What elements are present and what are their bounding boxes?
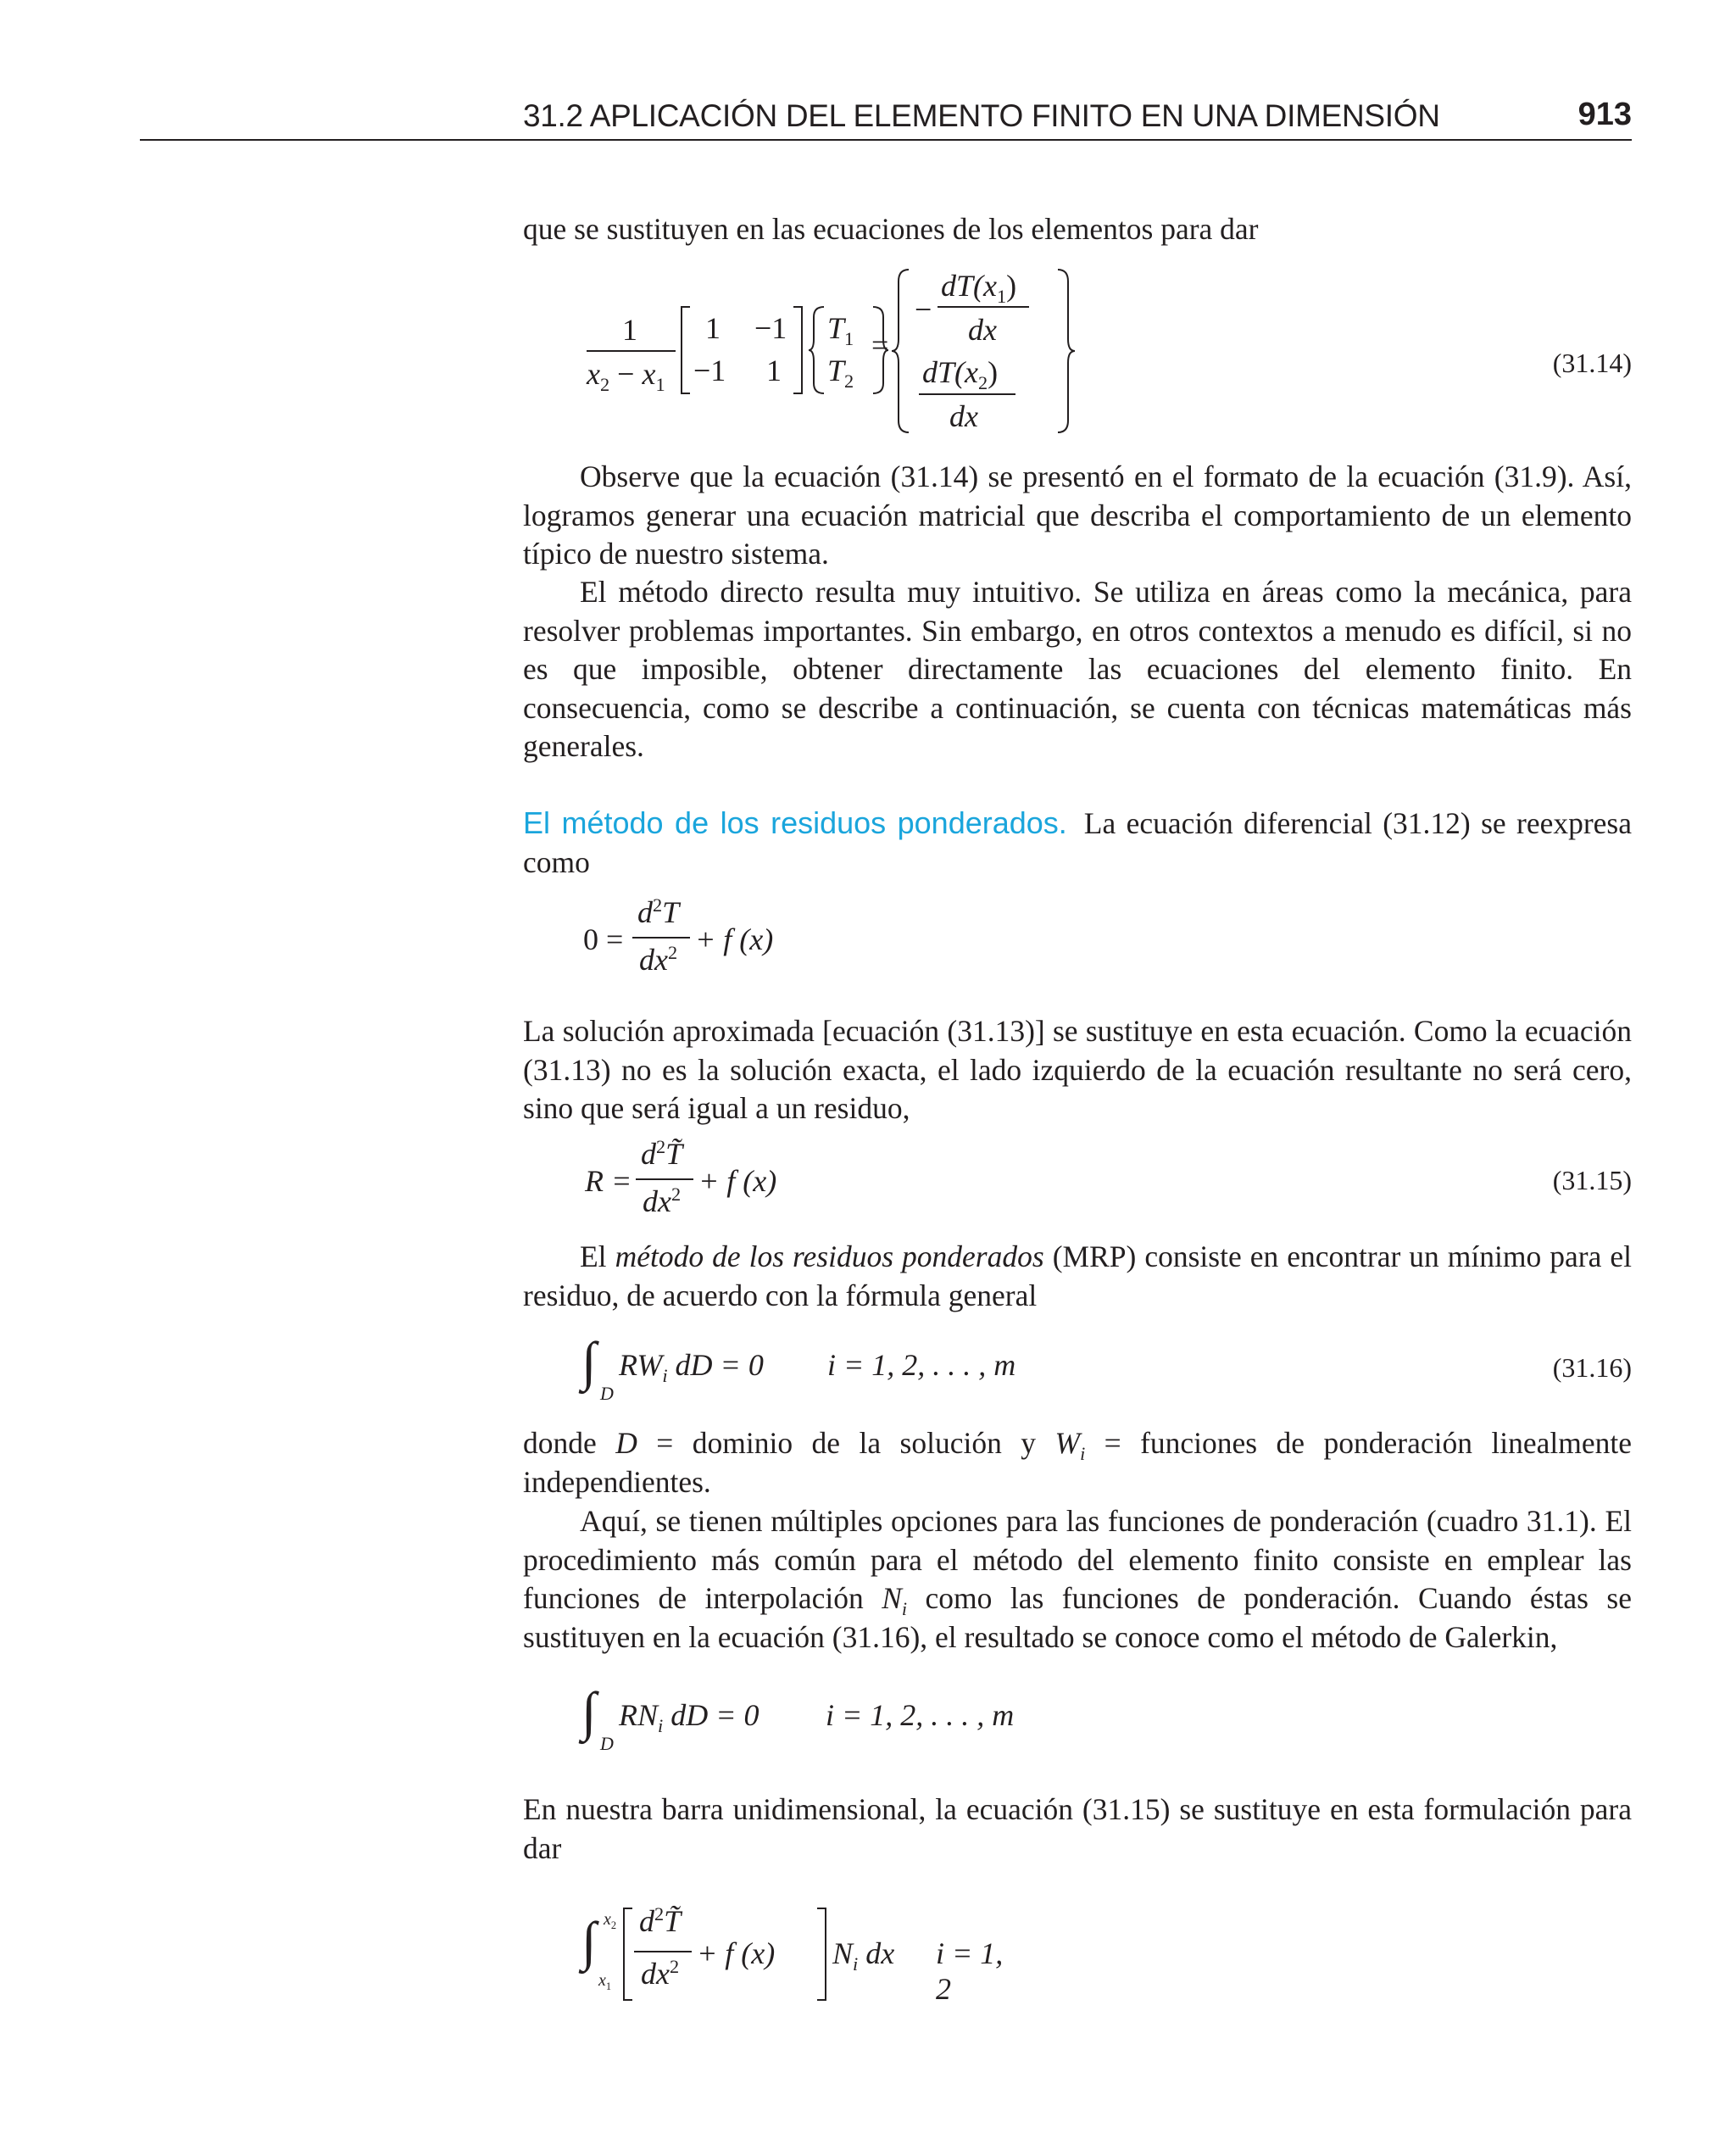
eq6-weight: $N_i$ dx [832, 1936, 895, 1975]
paragraph-definitions: donde D = dominio de la solución y $W_i$ = funciones de ponderación linealmente independientes. [523, 1426, 1632, 1499]
paragraph-intro: que se sustituyen en las ecuaciones de los elementos para dar [523, 212, 1259, 246]
equation-galerkin [581, 1681, 1022, 1770]
page-number: 913 [1577, 97, 1632, 132]
eq4-index-range: i = 1, 2, . . . , m [827, 1348, 1016, 1382]
integral-sign: ∫ [581, 1911, 597, 1971]
eq6-plus-f: + f (x) [697, 1936, 776, 1970]
eq3-numerator: $d^2T̃$ [641, 1136, 683, 1171]
eq1-rhs2-bar [919, 393, 1015, 395]
eq6-denominator: $dx^2$ [641, 1956, 680, 1991]
eq6-index-range: i = 1, 2 [936, 1936, 1004, 2006]
paragraph-reexpress: La ecuación diferencial (31.12) se reexpresa como [523, 806, 1632, 879]
paragraph-mrp: El método de los residuos ponderados (MRP) consiste en encontrar un mínimo para el residuo, de acuerdo con la fórmula general [523, 1239, 1632, 1312]
paragraph-observe: Observe que la ecuación (31.14) se presentó en el formato de la ecuación (31.9). Así, logramos generar una ecuación matricial que describa el comportamiento de un elemento típico de nuestro sistema. [523, 460, 1632, 571]
integral-sign: ∫ [581, 1681, 597, 1741]
eq6-fraction-bar [634, 1951, 692, 1952]
eq5-integrand: $RN_i$ dD = 0 [619, 1698, 760, 1737]
eq2-numerator: $d^2T$ [637, 894, 680, 929]
vector-T1: $T_1$ [827, 311, 854, 350]
equation-number-31-15: (31.15) [1552, 1165, 1632, 1195]
equation-31-15 [585, 1136, 839, 1238]
matrix-cell-22: 1 [766, 354, 782, 387]
eq6-upper-limit: $x_2$ [604, 1910, 617, 1931]
eq3-denominator: $dx^2$ [643, 1184, 682, 1218]
matrix-cell-21: −1 [693, 354, 726, 387]
eq1-rhs2-numerator: $dT(x_2)$ [922, 355, 999, 394]
eq1-fraction-bar [587, 350, 676, 352]
eq3-lhs: R = [585, 1164, 632, 1198]
eq2-fraction-bar [632, 937, 690, 939]
matrix-cell-12: −1 [754, 311, 787, 345]
eq2-lhs: 0 = [583, 922, 624, 956]
integral-sign: ∫ [581, 1331, 597, 1391]
eq3-plus-f: + f (x) [698, 1164, 777, 1198]
paragraph-galerkin: Aquí, se tienen múltiples opciones para las funciones de ponderación (cuadro 31.1). El procedimiento más común para el método del elemento finito consiste en emplear las funciones de interpolación $N_i$ como las funciones de ponderación. Cuando éstas se sustituyen en la ecuación (31.16), el resultado se conoce como el método de Galerkin, [523, 1504, 1632, 1654]
matrix-cell-11: 1 [705, 311, 721, 345]
eq5-index-range: i = 1, 2, . . . , m [826, 1698, 1015, 1732]
eq1-rhs1-numerator: $dT(x_1)$ [941, 269, 1017, 308]
eq2-plus-f: + f (x) [695, 922, 774, 956]
eq1-rhs1-denominator: dx [968, 313, 997, 347]
equation-differential [583, 894, 837, 996]
header-title: 31.2 APLICACIÓN DEL ELEMENTO FINITO EN UNA DIMENSIÓN [523, 98, 1440, 133]
eq1-rhs2-denominator: dx [949, 399, 978, 433]
equation-31-16 [581, 1331, 1022, 1420]
eq5-domain: D [600, 1733, 614, 1754]
paragraph-bar: En nuestra barra unidimensional, la ecuación (31.15) se sustituye en esta formulación para dar [523, 1792, 1632, 1865]
eq4-integrand: $RW_i$ dD = 0 [619, 1348, 764, 1387]
eq2-denominator: $dx^2$ [639, 942, 678, 977]
eq3-fraction-bar [636, 1178, 693, 1180]
eq1-rhs1-bar [938, 306, 1029, 308]
eq1-frac-numerator: 1 [622, 313, 637, 347]
equation-number-31-14: (31.14) [1552, 348, 1632, 378]
eq6-lower-limit: $x_1$ [598, 1971, 612, 1992]
equation-substituted [581, 1903, 1022, 2014]
eq1-frac-denominator: $x_2 - x_1$ [587, 357, 665, 396]
paragraph-weighted-residuals [523, 804, 1632, 882]
eq1-rhs-minus: − [915, 292, 932, 326]
vector-T2: $T_2$ [827, 354, 854, 393]
eq1-equals: = [871, 328, 889, 362]
equation-number-31-16: (31.16) [1552, 1352, 1632, 1383]
paragraph-direct-method: El método directo resulta muy intuitivo. Se utiliza en áreas como la mecánica, para resolver problemas importantes. Sin embargo, en otros contextos a menudo es difícil, si no es que imposible, obtener directamente las ecuaciones del elemento finito. En consecuencia, como se describe a continuación, se cuenta con técnicas matemáticas más generales. [523, 575, 1632, 763]
running-header [140, 95, 1632, 141]
section-heading: El método de los residuos ponderados. [523, 805, 1067, 840]
eq6-numerator: $d^2T̃$ [639, 1903, 682, 1938]
equation-31-14 [585, 268, 1093, 434]
eq4-domain: D [600, 1383, 614, 1404]
paragraph-approx-solution: La solución aproximada [ecuación (31.13)] se sustituye en esta ecuación. Como la ecuación (31.13) no es la solución exacta, el lado izquierdo de la ecuación resultante no será cero, sino que será igual a un residuo, [523, 1014, 1632, 1125]
